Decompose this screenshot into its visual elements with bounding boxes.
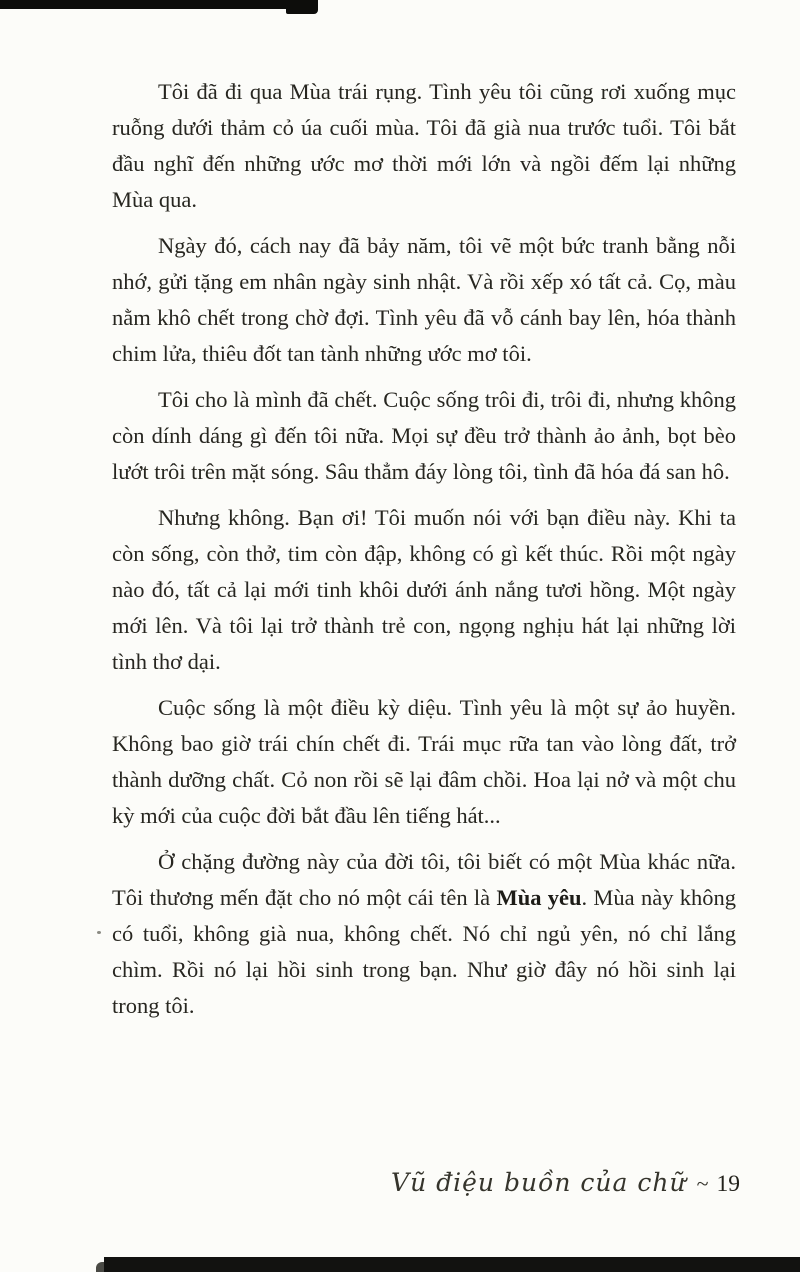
paragraph-5: Cuộc sống là một điều kỳ diệu. Tình yêu là một sự ảo huyền. Không bao giờ trái chín chết đi. Trái mục rữa tan vào lòng đất, trở thành dưỡng chất. Cỏ non rồi sẽ lại đâm chồi. Hoa lại nở và một chu kỳ mới của cuộc đời bắt đầu lên tiếng hát... xyxy=(112,695,736,828)
page-body xyxy=(112,74,736,1034)
paragraph-2: Ngày đó, cách nay đã bảy năm, tôi vẽ một bức tranh bằng nỗi nhớ, gửi tặng em nhân ngày sinh nhật. Và rồi xếp xó tất cả. Cọ, màu nằm khô chết trong chờ đợi. Tình yêu đã vỗ cánh bay lên, hóa thành chim lửa, thiêu đốt tan tành những ước mơ tôi. xyxy=(112,233,736,366)
scan-artifact-bottom xyxy=(104,1257,800,1272)
paragraph-1: Tôi đã đi qua Mùa trái rụng. Tình yêu tôi cũng rơi xuống mục ruỗng dưới thảm cỏ úa cuối mùa. Tôi đã già nua trước tuổi. Tôi bắt đầu nghĩ đến những ước mơ thời mới lớn và ngồi đếm lại những Mùa qua. xyxy=(112,79,736,212)
paragraph-6 xyxy=(112,844,736,1024)
paragraph-4: Nhưng không. Bạn ơi! Tôi muốn nói với bạn điều này. Khi ta còn sống, còn thở, tim còn đập, không có gì kết thúc. Rồi một ngày nào đó, tất cả lại mới tinh khôi dưới ánh nắng tươi hồng. Một ngày mới lên. Và tôi lại trở thành trẻ con, ngọng nghịu hát lại những lời tình thơ dại. xyxy=(112,505,736,674)
page-number: 19 xyxy=(716,1171,740,1197)
scan-artifact-top-left xyxy=(0,0,292,9)
paragraph-3: Tôi cho là mình đã chết. Cuộc sống trôi đi, trôi đi, nhưng không còn dính dáng gì đến tôi nữa. Mọi sự đều trở thành ảo ảnh, bọt bèo lướt trôi trên mặt sóng. Sâu thẳm đáy lòng tôi, tình đã hóa đá san hô. xyxy=(112,387,736,484)
running-title: Vũ điệu buồn của chữ xyxy=(391,1168,687,1197)
paragraph-6-text-after: . Mùa này không có tuổi, không già nua, không chết. Nó chỉ ngủ yên, nó chỉ lắng chìm. Rồi nó lại hồi sinh trong bạn. Như giờ đây nó hồi sinh lại trong tôi. xyxy=(112,885,736,1018)
paragraph-6-text-before: Ở chặng đường này của đời tôi, tôi biết có một Mùa khác nữa. Tôi thương mến đặt cho nó một cái tên là xyxy=(112,849,736,910)
paragraph-6-bold-term: Mùa yêu xyxy=(496,885,582,910)
footer-separator: ~ xyxy=(696,1171,709,1196)
scan-artifact-top-notch xyxy=(286,0,318,14)
scan-speck xyxy=(97,931,101,934)
page-footer xyxy=(391,1168,740,1198)
